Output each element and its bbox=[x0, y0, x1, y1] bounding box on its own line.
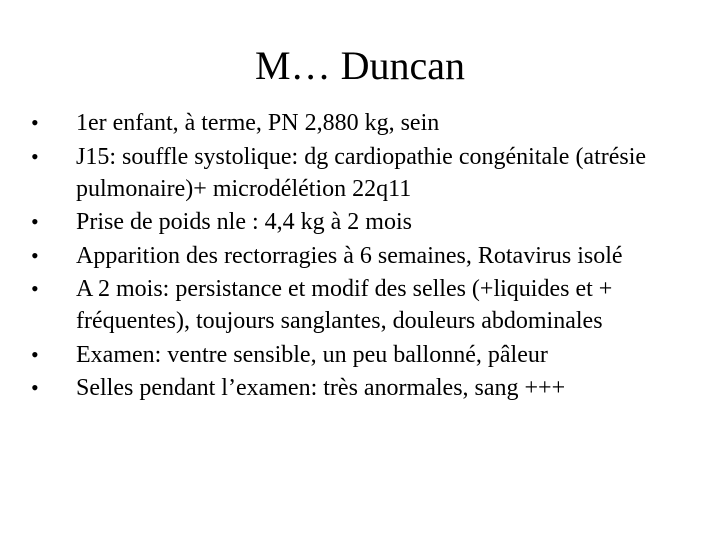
bullet-item bbox=[28, 107, 698, 139]
bullet-text: Prise de poids nle : 4,4 kg à 2 mois bbox=[76, 209, 412, 235]
bullet-marker: • bbox=[31, 375, 39, 400]
bullet-item bbox=[28, 372, 698, 404]
slide-title: M… Duncan bbox=[255, 43, 465, 88]
bullet-text: J15: souffle systolique: dg cardiopathie congénitale (atrésie pulmonaire)+ microdélétion 22q11 bbox=[76, 143, 647, 202]
bullet-text: A 2 mois: persistance et modif des selles (+liquides et + fréquentes), toujours sanglantes, douleurs abdominales bbox=[76, 276, 613, 334]
bullet-item bbox=[28, 240, 698, 272]
bullet-marker: • bbox=[31, 209, 39, 234]
bullet-text: 1er enfant, à terme, PN 2,880 kg, sein bbox=[76, 110, 440, 136]
bullet-marker: • bbox=[31, 276, 39, 301]
bullet-item bbox=[28, 206, 698, 238]
bullet-list bbox=[28, 107, 698, 406]
bullet-item bbox=[28, 141, 698, 205]
bullet-marker: • bbox=[31, 341, 39, 367]
bullet-marker: • bbox=[31, 143, 39, 169]
bullet-text: Selles pendant l’examen: très anormales, sang +++ bbox=[76, 375, 566, 401]
bullet-marker: • bbox=[31, 242, 39, 268]
bullet-item bbox=[28, 273, 698, 337]
bullet-marker: • bbox=[31, 110, 39, 135]
bullet-text: Examen: ventre sensible, un peu ballonné, pâleur bbox=[76, 341, 548, 368]
bullet-item bbox=[28, 339, 698, 371]
bullet-text: Apparition des rectorragies à 6 semaines, Rotavirus isolé bbox=[76, 242, 623, 269]
